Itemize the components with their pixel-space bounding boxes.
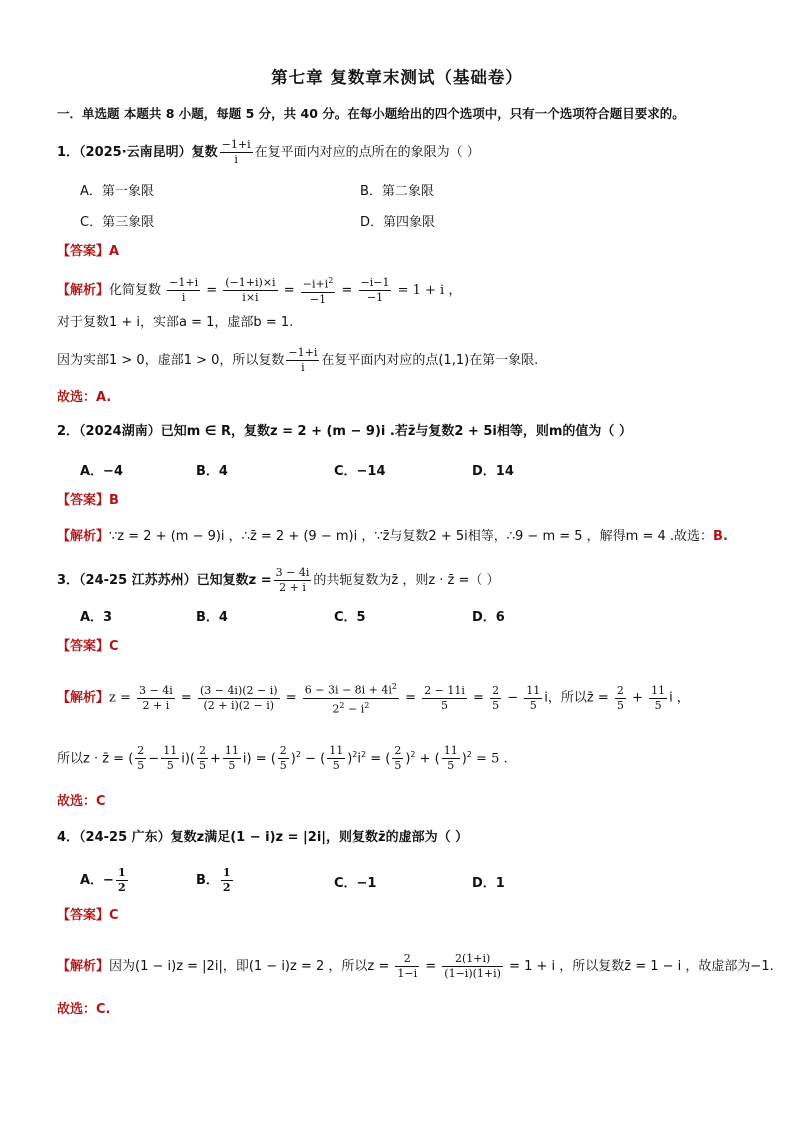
q4-analysis: 【解析】因为(1 − i)z = |2i|，即(1 − i)z = 2 ，所以z = $\frac{2}{1-i}$ = $\frac{2(1+i)}{(1-i)(1+i)}$ = 1 + i ，所以复数z̄ = 1 − i ，故虚部为−1. bbox=[57, 952, 774, 980]
question-1 bbox=[57, 138, 480, 167]
q1-answer: 【答案】A bbox=[57, 244, 120, 259]
q1-suffix: 在复平面内对应的点所在的象限为（ ） bbox=[254, 145, 480, 160]
q1-fraction: $\frac{-1+i}{i}$ bbox=[221, 138, 251, 166]
q1-option-b: B．第二象限 bbox=[360, 184, 434, 199]
page-title: 第七章 复数章末测试（基础卷） bbox=[271, 68, 523, 87]
q2-analysis: 【解析】∵z = 2 + (m − 9)i ，∴z̄ = 2 + (9 − m)i ，∵z̄与复数2 + 5i相等，∴9 − m = 5 ，解得m = 4 .故选：B. bbox=[57, 529, 728, 544]
q1-line-2: 对于复数1 + i，实部a = 1，虚部b = 1. bbox=[57, 315, 294, 330]
q4-option-b: B． $\frac{1}{2}$ bbox=[196, 866, 231, 894]
question-4: 4．（24-25 广东）复数z满足(1 − i)z = |2i|，则复数z̄的虚部为（ ） bbox=[57, 830, 469, 845]
q2-option-a: A．−4 bbox=[80, 464, 123, 479]
q1-option-d: D．第四象限 bbox=[360, 215, 436, 230]
q2-answer: 【答案】B bbox=[57, 493, 119, 508]
q3-analysis-2: 所以z · z̄ = ( $\frac{2}{5}$ − $\frac{11}{5}$ i)( $\frac{2}{5}$ + $\frac{11}{5}$ i) = ( $\frac{2}{5}$ )$^2$ − ( $\frac{11}{5}$ )$^2i^2$ = ( $\frac{2}{5}$ )$^2$ + ( $\frac{11}{5}$ )$^2$ = 5 . bbox=[57, 744, 508, 773]
q2-option-d: D．14 bbox=[472, 464, 514, 479]
q1-conclusion: 故选：A. bbox=[57, 390, 112, 405]
q1-analysis: 【解析】化简复数 $\frac{-1+i}{i}$ = $\frac{(-1+i)\times i}{i\times i}$ = $\frac{-i+i^2}{-1}$ = $\frac{-i-1}{-1}$ = 1 + i ， bbox=[57, 275, 462, 306]
q3-option-c: C．5 bbox=[334, 610, 366, 625]
q4-option-c: C．−1 bbox=[334, 876, 377, 891]
question-3: 3．（24-25 江苏苏州）已知复数z = $\frac{3 - 4i}{2 + i}$ 的共轭复数为z̄ ，则z · z̄ =（ ） bbox=[57, 566, 500, 594]
q2-option-b: B．4 bbox=[196, 464, 228, 479]
q4-conclusion: 故选：C. bbox=[57, 1002, 111, 1017]
q1-line-3: 因为实部1 > 0，虚部1 > 0，所以复数 $\frac{-1+i}{i}$ 在复平面内对应的点(1,1)在第一象限. bbox=[57, 346, 539, 374]
q1-option-c: C．第三象限 bbox=[80, 215, 155, 230]
section-heading: 一．单选题 本题共 8 小题，每题 5 分，共 40 分。在每小题给出的四个选项中，只有一个选项符合题目要求的。 bbox=[57, 106, 685, 121]
q3-option-d: D．6 bbox=[472, 610, 505, 625]
q4-answer: 【答案】C bbox=[57, 908, 119, 923]
q3-analysis: 【解析】z = $\frac{3 - 4i}{2 + i}$ = $\frac{(3 - 4i)(2 - i)}{(2 + i)(2 - i)}$ = $\frac{6 - 3i - 8i + 4i^2}{2^2 - i^2}$ = $\frac{2 - 11i}{5}$ = $\frac{2}{5}$ − $\frac{11}{5}$ i，所以z̄ = $\frac{2}{5}$ + $\frac{11}{5}$ i ， bbox=[57, 682, 690, 716]
q2-option-c: C．−14 bbox=[334, 464, 386, 479]
q1-option-a: A．第一象限 bbox=[80, 184, 154, 199]
question-2: 2．（2024湖南）已知m ∈ R，复数z = 2 + (m − 9)i .若z̄与复数2 + 5i相等，则m的值为（ ） bbox=[57, 424, 632, 439]
q3-conclusion: 故选：C bbox=[57, 794, 106, 809]
q3-option-b: B．4 bbox=[196, 610, 228, 625]
q3-option-a: A．3 bbox=[80, 610, 113, 625]
q1-prefix: 1．（2025·云南昆明）复数 bbox=[57, 145, 218, 160]
q4-option-a: A．− $\frac{1}{2}$ bbox=[80, 866, 126, 894]
q3-answer: 【答案】C bbox=[57, 639, 119, 654]
q4-option-d: D．1 bbox=[472, 876, 505, 891]
